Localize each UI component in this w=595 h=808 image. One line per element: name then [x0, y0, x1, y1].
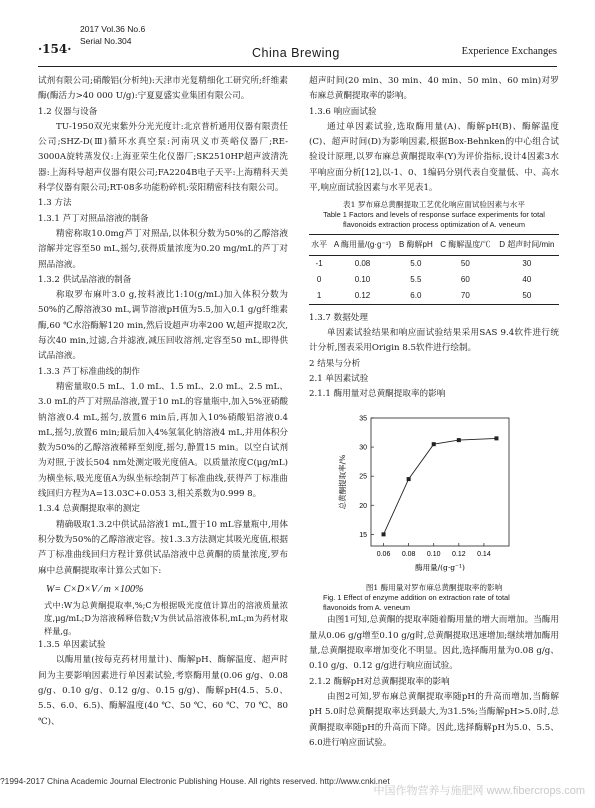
- table-cell: 0.10: [354, 274, 371, 284]
- table-row: [309, 255, 559, 272]
- heading-2-1-1: 2.1.1 酶用量对总黄酮提取率的影响: [309, 389, 446, 400]
- x-tick-label: 0.10: [426, 551, 441, 559]
- table-cell: 50: [460, 258, 470, 268]
- data-point: [494, 437, 498, 441]
- heading-2-1: 2.1 单因素试验: [309, 373, 369, 384]
- intro-paragraph: 试剂有限公司;硝酸铝(分析纯):天津市光复精细化工研究所;纤维素酶(酶活力>40 000 U/g):宁夏夏盛实业集团有限公司。: [38, 76, 288, 102]
- heading-1-3-2: 1.3.2 供试品溶液的制备: [38, 274, 132, 285]
- single-factor-paragraph: 以酶用量(按每克药材用量计)、酶解pH、酶解温度、超声时间为主要影响因素进行单因素试验,考察酶用量(0.06 g/g、0.08 g/g、0.10 g/g、0.12 g/g、0.15 g/g)、酶解pH(4.5、5.0、5.5、6.0、6.5)、酶解温度(40 ℃、50 ℃、60 ℃、70 ℃、80 ℃)、: [38, 655, 288, 727]
- table-header-cell: A 酶用量/(g·g⁻¹): [329, 235, 395, 255]
- table-row: [309, 272, 559, 288]
- x-tick-label: 0.08: [401, 551, 416, 559]
- page-header: [38, 20, 557, 64]
- data-point: [432, 443, 436, 447]
- data-processing-paragraph: 单因素试验结果和响应面试验结果采用SAS 9.4软件进行统计分析,图表采用Origin 8.5软件进行绘制。: [309, 327, 559, 354]
- equipment-paragraph: TU-1950双光束紫外分光光度计:北京普析通用仪器有限责任公司;SHZ-D(Ⅲ)循环水真空泵:河南巩义市英峪仪器厂;RE-3000A旋转蒸发仪:上海亚荣生化仪器厂;SK2510HP超声波清洗器:上海科导超声仪器有限公司;FA2204B电子天平:上海精科天美科学仪器有限公司;RT-08多功能粉碎机:荥阳精密科技有限公司。: [38, 121, 288, 194]
- serial-label: Serial No.304: [80, 36, 132, 46]
- volume-label: 2017 Vol.36 No.6: [80, 24, 146, 34]
- watermark: 中国作物营养与施肥网 www.fibercrops.com: [373, 785, 585, 797]
- x-tick-label: 0.12: [452, 551, 466, 559]
- y-tick-label: 30: [359, 445, 367, 453]
- heading-1-2: 1.2 仪器与设备: [38, 106, 98, 117]
- table-cell: 30: [522, 258, 532, 268]
- header-rule: [38, 66, 557, 67]
- y-tick-label: 35: [359, 415, 367, 423]
- table-header-cell: D 超声时间/min: [495, 235, 559, 255]
- y-tick-label: 15: [359, 532, 367, 540]
- y-tick-label: 25: [359, 474, 367, 482]
- heading-1-3: 1.3 方法: [38, 198, 72, 209]
- enzyme-result-paragraph: 由图1可知,总黄酮的提取率随着酶用量的增大而增加。当酶用量从0.06 g/g增至0.10 g/g时,总黄酮提取迅速增加;继续增加酶用量,总黄酮提取率增加变化不明显。因此,选择酶用量为0.08 g/g、0.10 g/g、0.12 g/g进行响应面试验。: [309, 615, 559, 672]
- table-cell: 40: [522, 274, 532, 284]
- table-cell: 5.0: [410, 258, 422, 268]
- table-cell: 0.08: [354, 258, 371, 268]
- standard-curve-paragraph: 精密量取0.5 mL、1.0 mL、1.5 mL、2.0 mL、2.5 mL、3.0 mL的芦丁对照品溶液,置于10 mL的容量瓶中,加入5%亚硝酸钠溶液0.4 mL,摇匀,放置6 min后,再加入10%硝酸铝溶液0.4 mL,摇匀,放置6 min;最后加入4%氢氧化钠溶液4 mL,并用体积分数为50%的乙醇溶液稀释至刻度,摇匀,静置15 min。以空白试剂为对照,于波长504 nm处测定吸光度值A。以质量浓度C(μg/mL)为横坐标,吸光度值A为纵坐标绘制芦丁标准曲线,获得芦丁标准曲线回归方程为A=13.03C+0.053 3,相关系数为0.999 8。: [38, 381, 288, 500]
- figure-caption-en: Fig. 1 Effect of enzyme addition on extraction rate of total flavonoids from A. veneum: [323, 593, 510, 613]
- heading-1-3-4: 1.3.4 总黄酮提取率的测定: [38, 504, 140, 515]
- heading-1-3-1: 1.3.1 芦丁对照品溶液的制备: [38, 213, 149, 224]
- table-title-en: Table 1 Factors and levels of response surface experiments for total flavonoids extraction process optimization of A. veneum: [323, 210, 545, 230]
- data-point: [407, 478, 411, 482]
- figure-caption-cn: 图1 酶用量对罗布麻总黄酮提取率的影响: [365, 583, 503, 593]
- heading-1-3-7: 1.3.7 数据处理: [309, 312, 368, 323]
- ph-result-paragraph: 由图2可知,罗布麻总黄酮提取率随pH的升高而增加,当酶解pH 5.0时总黄酮提取率达到最大,为31.5%;当酶解pH>5.0时,总黄酮提取率随pH的升高而下降。因此,选择酶解pH为5.0、5.5、6.0进行响应面试验。: [309, 691, 559, 748]
- right-column: [309, 74, 559, 751]
- issue-info: [80, 23, 145, 47]
- table-cell: 5.5: [410, 274, 422, 284]
- table-title-cn: 表1 罗布麻总黄酮提取工艺优化响应面试验因素与水平: [343, 200, 525, 210]
- page-number: ·154·: [38, 42, 72, 56]
- table-header-cell: B 酶解pH: [396, 235, 436, 255]
- response-surface-paragraph: 通过单因素试验,选取酶用量(A)、酶解pH(B)、酶解温度(C)、超声时间(D)为影响因素,根据Box-Behnken的中心组合试验设计原理,以罗布麻总黄酮提取率(Y)为评价指标,设计4因素3水平响应面分析[12],以-1、0、1编码分别代表自变量低、中、高水平,响应面试验因素与水平见表1。: [309, 121, 559, 194]
- heading-2: 2 结果与分析: [309, 358, 361, 369]
- table-header-row: [309, 235, 559, 255]
- table-cell: 1: [309, 288, 329, 305]
- figure-1: [309, 404, 559, 582]
- factors-levels-table: [309, 234, 559, 304]
- continued-paragraph: 超声时间(20 min、30 min、40 min、50 min、60 min)对罗布麻总黄酮提取率的影响。: [309, 76, 559, 102]
- table-cell: 60: [460, 274, 470, 284]
- heading-1-3-3: 1.3.3 芦丁标准曲线的制作: [38, 366, 140, 377]
- data-point: [382, 533, 386, 537]
- table-header-cell: 水平: [309, 235, 329, 255]
- section-name: Experience Exchanges: [461, 46, 557, 57]
- rutin-reference-paragraph: 精密称取10.0mg芦丁对照品,以体积分数为50%的乙醇溶液溶解并定容至50 mL,摇匀,获得质量浓度为0.20 mg/mL的芦丁对照品溶液。: [38, 228, 288, 270]
- extraction-rate-paragraph: 精确吸取1.3.2中供试品溶液1 mL,置于10 mL容量瓶中,用体积分数为50%的乙醇溶液定容。按1.3.3方法测定其吸光度值,根据芦丁标准曲线回归方程计算供试品溶液中总黄酮的质量浓度,罗布麻中总黄酮提取率计算公式如下:: [38, 519, 288, 576]
- data-point: [457, 439, 461, 443]
- x-axis-label: 酶用量/(g·g⁻¹): [415, 563, 465, 573]
- formula-note: 式中:W为总黄酮提取率,%;C为根据吸光度值计算出的溶液质量浓度,μg/mL;D为溶液稀释倍数;V为供试品溶液体积,mL;m为药材取样量,g。: [44, 600, 288, 637]
- table-header-cell: C 酶解温度/℃: [436, 235, 495, 255]
- y-tick-label: 20: [359, 503, 367, 511]
- series-line: [384, 439, 497, 535]
- x-tick-label: 0.14: [477, 551, 491, 559]
- table-cell: 50: [495, 288, 559, 305]
- table-cell: 6.0: [396, 288, 436, 305]
- sample-prep-paragraph: 称取罗布麻叶3.0 g,按料液比1:10(g/mL)加入体积分数为50%的乙醇溶液30 mL,调节溶液pH值为5.5,加入0.1 g/g纤维素酶,60 ℃水浴酶解120 min,然后设超声功率200 W,超声提取2次,每次40 min,过滤,合并滤液,减压回收溶剂,定容至50 mL,即得供试品溶液。: [38, 290, 288, 362]
- heading-2-1-2: 2.1.2 酶解pH对总黄酮提取率的影响: [309, 676, 450, 687]
- journal-name: China Brewing: [252, 46, 340, 60]
- left-column: [38, 74, 288, 730]
- heading-1-3-6: 1.3.6 响应面试验: [309, 106, 377, 117]
- table-cell: 70: [436, 288, 495, 305]
- plot-frame: [371, 418, 509, 546]
- y-axis-label: 总黄酮提取率/%: [338, 455, 347, 510]
- heading-1-3-5: 1.3.5 单因素试验: [38, 640, 106, 651]
- table-cell: -1: [315, 258, 323, 268]
- table-row: [309, 288, 559, 305]
- x-tick-label: 0.06: [376, 551, 391, 559]
- table-cell: 0: [316, 274, 322, 284]
- table-cell: 0.12: [329, 288, 395, 305]
- enzyme-effect-chart: [309, 404, 559, 582]
- extraction-formula: W= C×D×V ⁄ m ×100%: [46, 583, 144, 595]
- copyright-footer: ?1994-2017 China Academic Journal Electronic Publishing House. All rights reserved. http://www.cnki.net: [0, 776, 390, 786]
